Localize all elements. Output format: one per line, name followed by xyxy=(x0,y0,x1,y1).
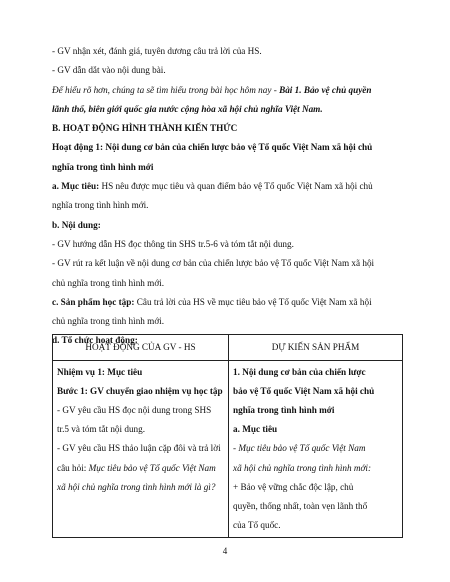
teacher-student-cell xyxy=(53,361,229,538)
product-line xyxy=(52,293,400,312)
objective-text: HS nêu được mục tiêu và quan điểm bảo vệ Tổ quốc Việt Nam xã hội chủ xyxy=(99,181,373,192)
objective-question: - Mục tiêu bảo vệ Tổ quốc Việt Nam xyxy=(233,443,366,454)
activity-heading-cont: nghĩa trong tình hình mới xyxy=(52,161,154,172)
intro-line xyxy=(52,81,400,100)
intro-text: Để hiểu rõ hơn, chúng ta sẽ tìm hiểu trong bài học hôm nay - xyxy=(52,84,280,95)
objective-question: xã hội chủ nghĩa trong tình hình mới: xyxy=(233,462,372,473)
table-row xyxy=(53,361,403,538)
content-line: chủ nghĩa trong tình hình mới. xyxy=(52,277,165,288)
question-text: Mục tiêu bảo vệ Tổ quốc Việt Nam xyxy=(88,462,216,473)
activity-table xyxy=(52,334,403,538)
step-title: Bước 1: GV chuyển giao nhiệm vụ học tập xyxy=(57,386,223,397)
objective-answer: của Tổ quốc. xyxy=(233,519,281,530)
activity-heading: Hoạt động 1: Nội dung cơ bản của chiến lược bảo vệ Tổ quốc Việt Nam xã hội chủ xyxy=(52,142,373,153)
objective-text-cont: nghĩa trong tình hình mới. xyxy=(52,200,149,211)
product-text-cont: chủ nghĩa trong tình hình mới. xyxy=(52,316,165,327)
content-line: - GV rút ra kết luận về nội dung cơ bản của chiến lược bảo vệ Tổ quốc Việt Nam xã hội xyxy=(52,258,375,269)
content-label: b. Nội dung: xyxy=(52,219,101,230)
product-text: Câu trả lời của HS về mục tiêu bảo vệ Tổ quốc Việt Nam xã hội xyxy=(134,296,372,307)
header-expected-product: DỰ KIẾN SẢN PHẨM xyxy=(229,335,403,361)
objective-line xyxy=(52,177,400,196)
objective-subheading: a. Mục tiêu xyxy=(233,424,278,435)
objective-answer: + Bảo vệ vững chắc độc lập, chủ xyxy=(233,481,354,492)
organize-label: d. Tổ chức hoạt động: xyxy=(52,335,138,346)
product-heading: bảo vệ Tổ quốc Việt Nam xã hội chủ xyxy=(233,386,375,397)
lesson-title: Bài 1. Bảo vệ chủ quyền xyxy=(279,84,372,95)
product-heading: nghĩa trong tình hình mới xyxy=(233,405,335,416)
header-teacher-student: HOẠT ĐỘNG CỦA GV - HS xyxy=(53,335,229,361)
objective-label: a. Mục tiêu: xyxy=(52,181,100,192)
task-title: Nhiệm vụ 1: Mục tiêu xyxy=(57,367,143,378)
product-label: c. Sản phẩm học tập: xyxy=(52,296,135,307)
question-line xyxy=(57,459,224,478)
content-line: - GV hướng dẫn HS đọc thông tin SHS tr.5-6 và tóm tắt nội dung. xyxy=(52,238,294,249)
paragraph-line: - GV dẫn dắt vào nội dung bài. xyxy=(52,65,166,76)
cell-text: - GV yêu cầu HS thảo luận cặp đôi và trả lời xyxy=(57,443,221,454)
objective-answer: quyền, thống nhất, toàn vẹn lãnh thổ xyxy=(233,500,368,511)
cell-text: tr.5 và tóm tắt nội dung. xyxy=(57,424,146,435)
lesson-title-cont: lãnh thổ, biên giới quốc gia nước cộng hòa xã hội chủ nghĩa Việt Nam. xyxy=(52,103,323,114)
page-number: 4 xyxy=(222,546,228,556)
cell-text: - GV yêu cầu HS đọc nội dung trong SHS xyxy=(57,405,212,416)
document-body xyxy=(52,42,400,351)
expected-product-cell xyxy=(229,361,403,538)
question-prefix: câu hỏi: xyxy=(57,462,89,473)
table-header-row xyxy=(53,335,403,361)
product-heading: 1. Nội dung cơ bản của chiến lược xyxy=(233,367,366,378)
paragraph-line: - GV nhận xét, đánh giá, tuyên dương câu trả lời của HS. xyxy=(52,46,262,56)
section-heading: B. HOẠT ĐỘNG HÌNH THÀNH KIẾN THỨC xyxy=(52,123,238,134)
question-text-cont: xã hội chủ nghĩa trong tình hình mới là gì? xyxy=(57,481,216,492)
